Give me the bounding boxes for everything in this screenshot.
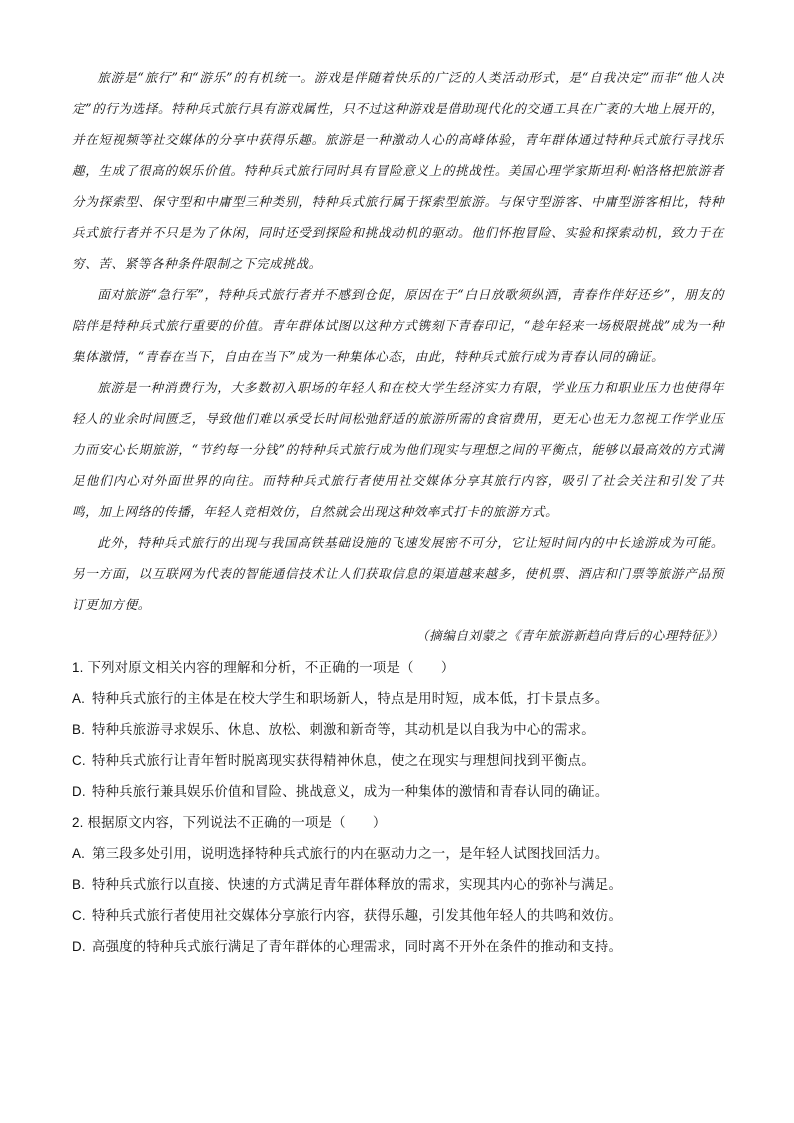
- question-1-option-c: [72, 745, 724, 776]
- option-text: 特种兵式旅行的主体是在校大学生和职场新人，特点是用时短，成本低，打卡景点多。: [92, 691, 609, 706]
- option-text: 特种兵式旅行以直接、快速的方式满足青年群体释放的需求，实现其内心的弥补与满足。: [92, 877, 623, 892]
- passage-paragraph-4: 此外，特种兵式旅行的出现与我国高铁基础设施的飞速发展密不可分，它让短时间内的中长途游成为可能。另一方面，以互联网为代表的智能通信技术让人们获取信息的渠道越来越多，使机票、酒店和门票等旅游产品预订更加方便。: [72, 535, 724, 612]
- passage-source: （摘编自刘蒙之《青年旅游新趋向背后的心理特征》）: [416, 628, 724, 643]
- option-text: 特种兵式旅行让青年暂时脱离现实获得精神休息，使之在现实与理想间找到平衡点。: [92, 753, 595, 768]
- option-letter: C.: [72, 753, 86, 768]
- option-letter: A.: [72, 846, 86, 861]
- option-text: 高强度的特种兵式旅行满足了青年群体的心理需求，同时离不开外在条件的推动和支持。: [92, 939, 623, 954]
- question-1-option-a: [72, 683, 724, 714]
- option-letter: D.: [72, 939, 86, 954]
- option-letter: C.: [72, 908, 86, 923]
- option-letter: B.: [72, 722, 86, 737]
- question-2-option-d: [72, 931, 724, 962]
- option-letter: B.: [72, 877, 86, 892]
- question-2-stem: 2. 根据原文内容，下列说法不正确的一项是（ ）: [72, 815, 387, 830]
- question-1-option-b: [72, 714, 724, 745]
- option-text: 特种兵旅行兼具娱乐价值和冒险、挑战意义，成为一种集体的激情和青春认同的确证。: [92, 784, 609, 799]
- option-text: 特种兵旅游寻求娱乐、休息、放松、刺激和新奇等，其动机是以自我为中心的需求。: [92, 722, 595, 737]
- option-letter: D.: [72, 784, 86, 799]
- question-2-option-a: [72, 838, 724, 869]
- passage-paragraph-1: 旅游是“旅行”和“游乐”的有机统一。游戏是伴随着快乐的广泛的人类活动形式，是“自我决定”而非“他人决定”的行为选择。特种兵式旅行具有游戏属性，只不过这种游戏是借助现代化的交通工具在广袤的大地上展开的，并在短视频等社交媒体的分享中获得乐趣。旅游是一种激动人心的高峰体验，青年群体通过特种兵式旅行寻找乐趣，生成了很高的娱乐价值。特种兵式旅行同时具有冒险意义上的挑战性。美国心理学家斯坦利·帕洛格把旅游者分为探索型、保守型和中庸型三种类别，特种兵式旅行属于探索型旅游。与保守型游客、中庸型游客相比，特种兵式旅行者并不只是为了休闲，同时还受到探险和挑战动机的驱动。他们怀抱冒险、实验和探索动机，致力于在穷、苦、紧等各种条件限制之下完成挑战。: [72, 70, 724, 271]
- option-text: 特种兵式旅行者使用社交媒体分享旅行内容，获得乐趣，引发其他年轻人的共鸣和效仿。: [92, 908, 623, 923]
- passage-paragraph-2: 面对旅游“急行军”，特种兵式旅行者并不感到仓促，原因在于“白日放歌须纵酒，青春作伴好还乡”，朋友的陪伴是特种兵式旅行重要的价值。青年群体试图以这种方式镌刻下青春印记，“趁年轻来一场极限挑战”成为一种集体激情，“青春在当下，自由在当下”成为一种集体心态，由此，特种兵式旅行成为青春认同的确证。: [72, 287, 724, 364]
- question-1-option-d: [72, 776, 724, 807]
- question-1: [72, 652, 724, 807]
- question-2-option-c: [72, 900, 724, 931]
- passage-paragraph-3: 旅游是一种消费行为，大多数初入职场的年轻人和在校大学生经济实力有限，学业压力和职业压力也使得年轻人的业余时间匮乏，导致他们难以承受长时间松弛舒适的旅游所需的食宿费用，更无心也无力忽视工作学业压力而安心长期旅游，“节约每一分钱”的特种兵式旅行成为他们现实与理想之间的平衡点，能够以最高效的方式满足他们内心对外面世界的向往。而特种兵式旅行者使用社交媒体分享其旅行内容，吸引了社会关注和引发了共鸣，加上网络的传播，年轻人竞相效仿，自然就会出现这种效率式打卡的旅游方式。: [72, 380, 724, 519]
- reading-passage: [72, 62, 724, 652]
- exam-page: [72, 62, 724, 962]
- question-1-stem: 1. 下列对原文相关内容的理解和分析，不正确的一项是（ ）: [72, 660, 455, 675]
- option-letter: A.: [72, 691, 86, 706]
- question-2: [72, 807, 724, 962]
- option-text: 第三段多处引用，说明选择特种兵式旅行的内在驱动力之一，是年轻人试图找回活力。: [92, 846, 609, 861]
- question-2-option-b: [72, 869, 724, 900]
